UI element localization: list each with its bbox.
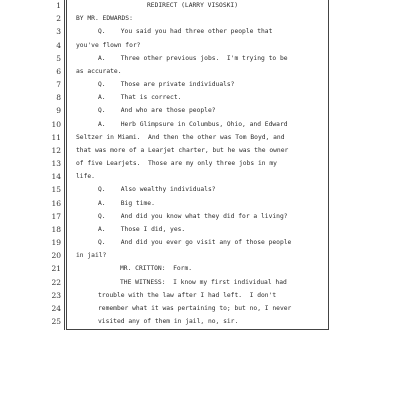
line-number: 20	[51, 251, 61, 261]
line-number: 6	[56, 66, 61, 76]
line-number: 16	[51, 198, 61, 208]
transcript-line: of five Learjets. Those are my only three jobs in my	[76, 160, 277, 168]
transcript-line: that was more of a Learjet charter, but he was the owner	[76, 146, 289, 154]
transcript-line: A. Big time.	[98, 199, 155, 207]
line-number: 18	[51, 224, 61, 234]
transcript-line: Q. You said you had three other people that	[98, 28, 273, 36]
transcript-line: in jail?	[76, 252, 107, 260]
line-number: 12	[51, 145, 61, 155]
gutter-divider	[64, 0, 65, 330]
transcript-line: remember what it was pertaining to; but no, I never	[98, 304, 292, 312]
transcript-line: BY MR. EDWARDS:	[76, 15, 133, 23]
line-number: 19	[51, 238, 61, 248]
line-number: 15	[51, 185, 61, 195]
line-number: 7	[56, 80, 61, 90]
line-number: 8	[56, 93, 61, 103]
transcript-line: A. Herb Glimpsure in Columbus, Ohio, and Edward	[98, 120, 288, 128]
transcript-line: Q. And who are those people?	[98, 107, 216, 115]
transcript-line: A. That is correct.	[98, 94, 182, 102]
line-number: 2	[56, 14, 61, 24]
transcript-line: visited any of them in jail, no, sir.	[98, 318, 239, 326]
line-number: 22	[51, 277, 61, 287]
line-number: 17	[51, 211, 61, 221]
transcript-line: REDIRECT (LARRY VISOSKI)	[147, 2, 238, 9]
line-number: 4	[56, 40, 61, 50]
transcript-line: as accurate.	[76, 67, 122, 75]
line-number: 21	[51, 264, 61, 274]
line-number: 1	[56, 1, 61, 10]
transcript-line: Q. And did you know what they did for a living?	[98, 212, 288, 220]
line-number: 24	[51, 303, 61, 313]
line-number: 23	[51, 290, 61, 300]
transcript-line: you've flown for?	[76, 41, 141, 49]
line-number: 25	[51, 317, 61, 327]
transcript-line: life.	[76, 173, 95, 181]
line-number: 13	[51, 159, 61, 169]
transcript-line: Q. And did you ever go visit any of those people	[98, 239, 292, 247]
line-number: 5	[56, 53, 61, 63]
line-number: 11	[51, 132, 61, 142]
transcript-line: Seltzer in Miami. And then the other was Tom Boyd, and	[76, 133, 285, 141]
line-number: 3	[56, 27, 61, 37]
transcript-line: THE WITNESS: I know my first individual had	[120, 278, 287, 286]
transcript-line: A. Three other previous jobs. I'm trying to be	[98, 54, 288, 62]
transcript-line: trouble with the law after I had left. I don't	[98, 291, 277, 299]
transcript-line: MR. CRITTON: Form.	[120, 265, 193, 273]
line-number: 14	[51, 172, 61, 182]
transcript-line: Q. Those are private individuals?	[98, 81, 235, 89]
transcript-line: Q. Also wealthy individuals?	[98, 186, 216, 194]
line-number: 10	[51, 119, 61, 129]
line-number: 9	[56, 106, 61, 116]
transcript-line: A. Those I did, yes.	[98, 225, 186, 233]
